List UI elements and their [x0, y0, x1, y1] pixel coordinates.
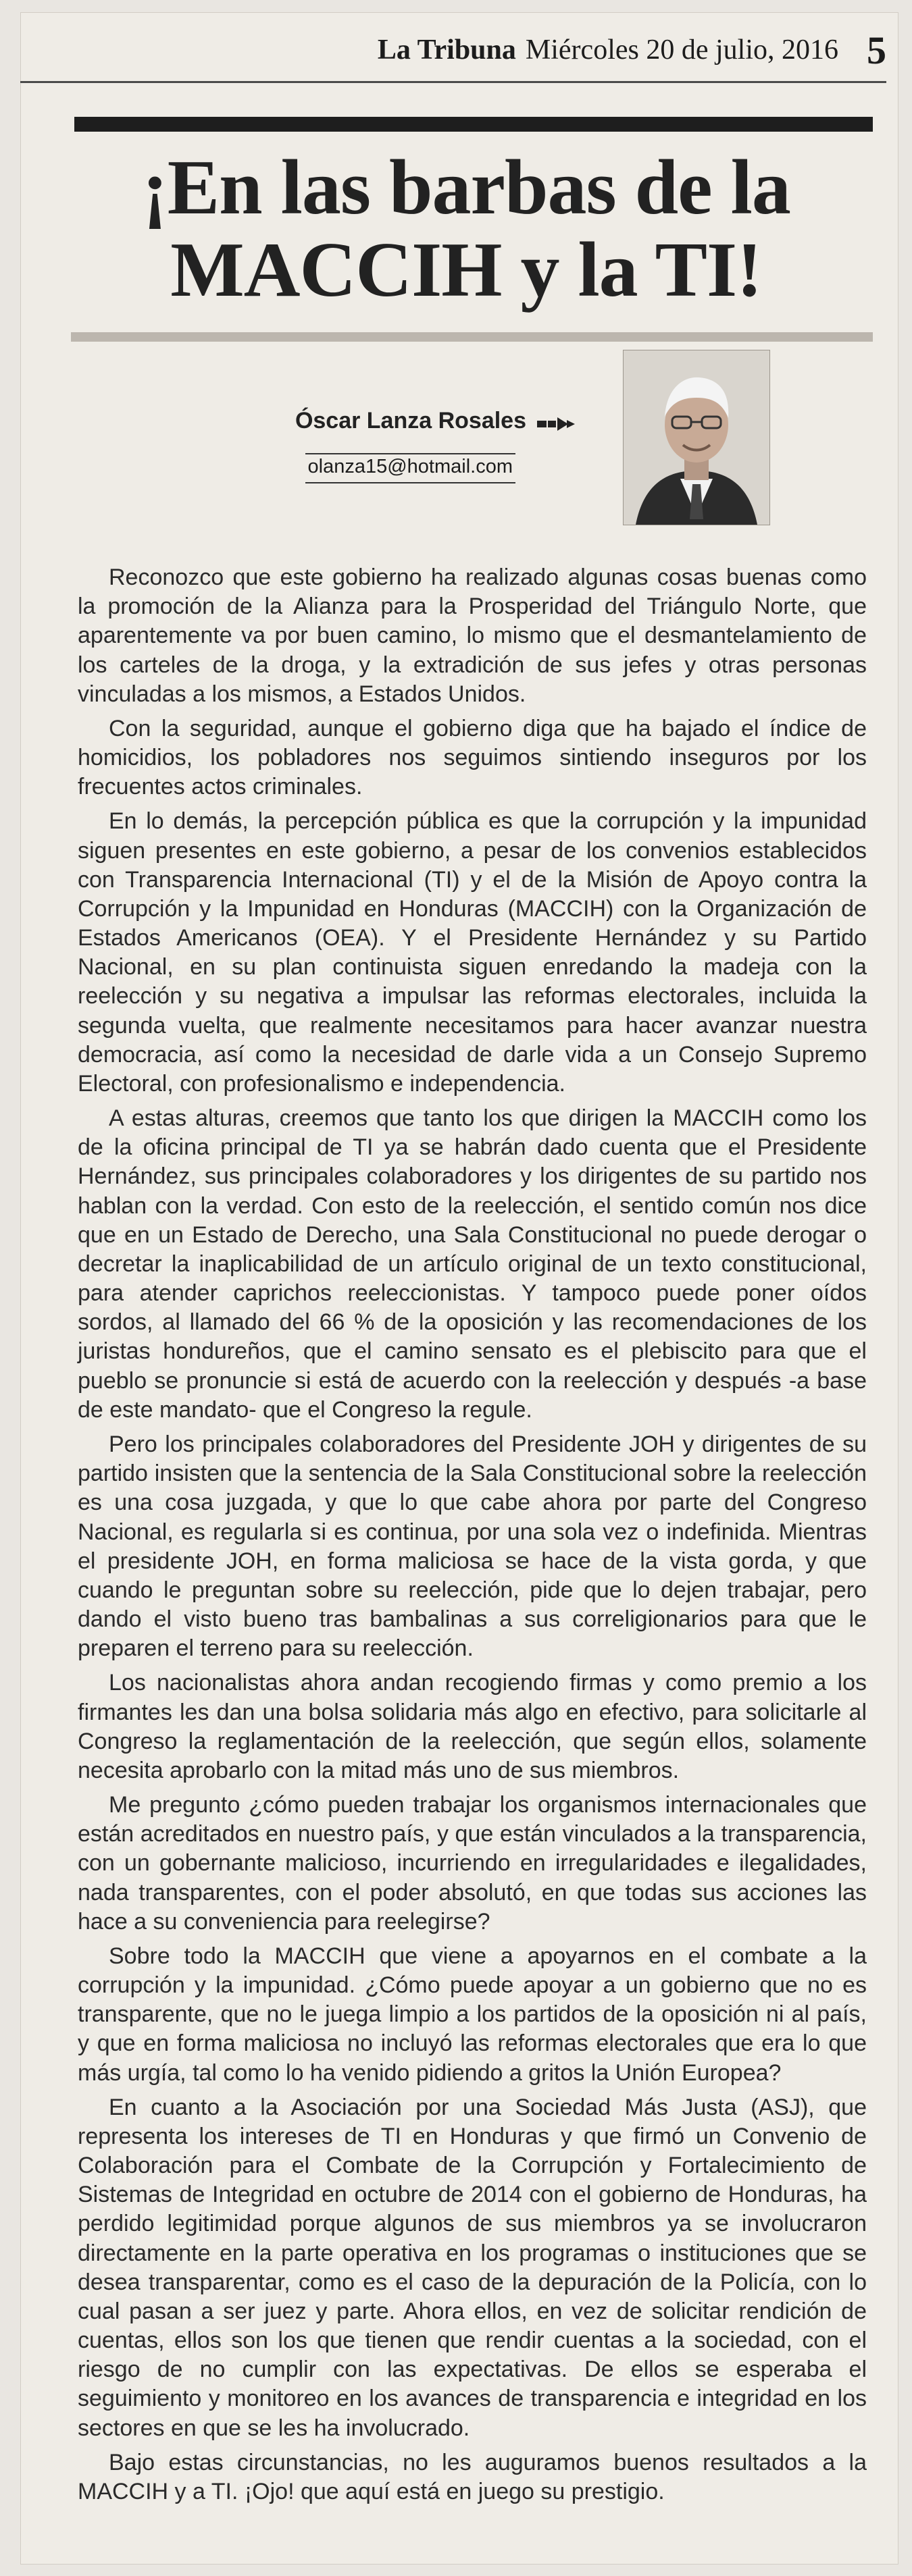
article-paragraph: Los nacionalistas ahora andan recogiendo firmas y como premio a los firmantes les dan una bolsa solidaria más algo en efectivo, para solicitarle al Congreso la reglamentación de la reelección, que según ellos, solamente necesita aprobarlo con la mitad más uno de sus miembros. — [78, 1670, 867, 1783]
title-top-rule — [74, 117, 873, 132]
publication-date: Miércoles 20 de julio, 2016 — [525, 34, 838, 65]
article-title-line-2: MACCIH y la TI! — [170, 226, 762, 313]
article-paragraph: Reconozco que este gobierno ha realizado algunas cosas buenas como la promoción de la Alianza para la Prosperidad del Triángulo Norte, que aparentemente va por buen camino, lo mismo que el desmantelamiento de los carteles de la droga, y la extradición de sus jefes y otras personas vinculadas a los mismos, a Estados Unidos. — [78, 564, 867, 707]
article-paragraph: Bajo estas circunstancias, no les auguramos buenos resultados a la MACCIH y a TI. ¡Ojo! que aquí está en juego su prestigio. — [78, 2449, 867, 2504]
author-photo — [623, 350, 770, 525]
article-paragraph: A estas alturas, creemos que tanto los que dirigen la MACCIH como los de la oficina principal de TI ya se habrán dado cuenta que el Presidente Hernández, sus principales colaboradores y los dirigentes de su partido nos hablan con la verdad. Con esto de la reelección, el sentido común nos dice que en un Estado de Derecho, una Sala Constitucional no puede derogar o decretar la inaplicabilidad de un artículo original de un texto constitucional, para atender caprichos reeleccionistas. Y tampoco puede poner oídos sordos, al llamado del 66 % de la oposición y las recomendaciones de los juristas hondureños, que el camino sensato es el plebiscito para que el pueblo se pronuncie si está de acuerdo con la reelección y después -a base de este mandato- que el Congreso la regule. — [78, 1105, 867, 1423]
byline — [240, 408, 578, 483]
page-number: 5 — [867, 28, 886, 72]
article-title — [47, 144, 885, 313]
masthead — [20, 19, 886, 83]
article-paragraph: Pero los principales colaboradores del Presidente JOH y dirigentes de su partido insisten que la sentencia de la Sala Constitucional sobre la reelección es una cosa juzgada, y que lo que cabe ahora por parte del Congreso Nacional, es regularla si es continua, por una sola vez o indefinida. Mientras el presidente JOH, en forma maliciosa se hace de la vista gorda, y que cuando le preguntan sobre su reelección, pide que lo dejen trabajar, pero dando el visto bueno tras bambalinas a sus correligionarios para que le preparen el terreno para su reelección. — [78, 1431, 867, 1662]
article-title-line-1: ¡En las barbas de la — [142, 144, 790, 231]
author-row — [240, 408, 578, 434]
author-email: olanza15@hotmail.com — [305, 453, 515, 483]
article-paragraph: Me pregunto ¿cómo pueden trabajar los organismos internacionales que están acreditados en nuestro país, y que están vinculados a la transparencia, con un gobernante malicioso, incurriendo en irregularidades e ilegalidades, nada transparentes, con el poder absolutó, en que todas sus acciones las hace a su conveniencia para reelegirse? — [78, 1792, 867, 1935]
newspaper-page — [20, 12, 898, 2565]
article-body — [78, 563, 867, 2512]
pen-arrow-icon — [536, 413, 578, 430]
article-paragraph: En lo demás, la percepción pública es que la corrupción y la impunidad siguen presentes en este gobierno, a pesar de los convenios establecidos con Transparencia Internacional (TI) y el de la Misión de Apoyo contra la Corrupción y la Impunidad en Honduras (MACCIH) con la Organización de Estados Americanos (OEA). Y el Presidente Hernández y su Partido Nacional, en su plan continuista siguen enredando la madeja con la reelección y su negativa a impulsar las reformas electorales, incluida la segunda vuelta, que realmente necesitamos para hacer avanzar nuestra democracia, así como la necesidad de darle vida a un Consejo Supremo Electoral, con profesionalismo e independencia. — [78, 808, 867, 1097]
article-paragraph: En cuanto a la Asociación por una Sociedad Más Justa (ASJ), que representa los intereses de TI en Honduras y que firmó un Convenio de Colaboración para el Combate de la Corrupción y Fortalecimiento de Sistemas de Integridad en octubre de 2014 con el gobierno de Honduras, ha perdido legitimidad porque algunos de sus miembros ya se involucraron directamente en la parte operativa en los programas o instituciones que se desea transparentar, como es el caso de la depuración de la Policía, con lo cual pasan a ser juez y parte. Ahora ellos, en vez de solicitar rendición de cuentas, ellos son los que tienen que rendir cuentas a la sociedad, con el riesgo de no cumplir con las expectativas. De ellos se esperaba el seguimiento y monitoreo en los avances de transparencia e integridad en los sectores en que se les ha involucrado. — [78, 2094, 867, 2441]
author-name: Óscar Lanza Rosales — [295, 408, 526, 433]
title-bottom-rule — [71, 332, 873, 342]
newspaper-name: La Tribuna — [377, 34, 516, 65]
article-paragraph: Con la seguridad, aunque el gobierno diga que ha bajado el índice de homicidios, los pobladores nos seguimos sintiendo inseguros por los frecuentes actos criminales. — [78, 715, 867, 800]
article-paragraph: Sobre todo la MACCIH que viene a apoyarnos en el combate a la corrupción y la impunidad. ¿Cómo puede apoyar a un gobierno que no es transparente, que no le juega limpio a los partidos de la oposición ni al país, y que en forma maliciosa no incluyó las reformas electorales que era lo que más urgía, tal como lo ha venido pidiendo a gritos la Unión Europea? — [78, 1943, 867, 2086]
